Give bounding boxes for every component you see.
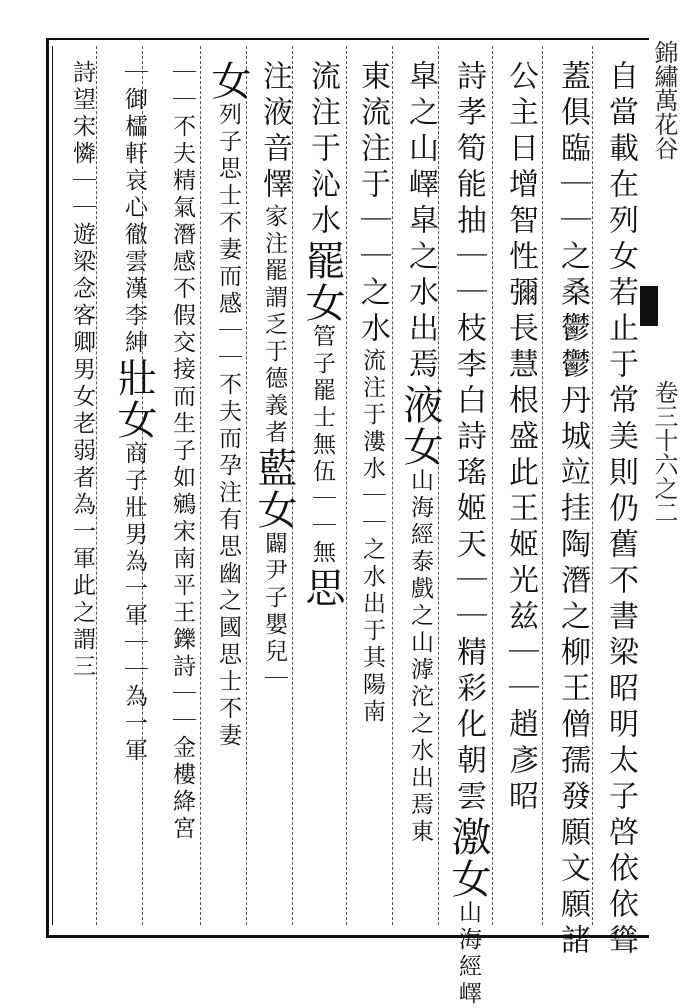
column-annotation: 列子思士不妻而感｜｜不夫而孕注有思幽之國思士不妻 — [215, 102, 241, 750]
fishtail-mark — [640, 286, 658, 326]
column-annotation: 山海經泰戲之山滹沱之水出焉東 — [407, 468, 433, 846]
column-rule — [492, 46, 493, 925]
column-text: 公主日增智性彌長慧根盛此王姬光兹｜｜趙彥昭 — [503, 60, 538, 816]
text-column-11 — [112, 60, 156, 920]
column-annotation: ｜御櫺軒哀心徹雲漢李紳 — [121, 60, 147, 357]
column-annotation: 家注罷謂乏于德義者 — [261, 204, 287, 447]
column-text: 東流注于｜｜之水 — [355, 60, 390, 348]
column-annotation: ｜｜不夫精氣潛感不假交接而生子如鵷宋南平王鑠詩｜｜金樓絳宮 — [169, 60, 195, 843]
column-text: 自當載在列女若止于常美則仍舊不書梁昭明太子啓依依聳 — [603, 60, 638, 960]
column-text: 流注于沁水 — [305, 60, 340, 240]
text-column-1 — [598, 60, 642, 960]
entry-heading: 藍女 — [251, 447, 297, 531]
margin-book-title: 錦繡萬花谷 — [650, 40, 678, 160]
text-column-4 — [445, 60, 491, 1008]
text-column-12 — [60, 60, 104, 920]
text-column-8 — [252, 60, 296, 920]
column-annotation: 山海經嶧 — [455, 900, 481, 1008]
entry-heading: 液女 — [397, 384, 443, 468]
entry-heading: 女 — [205, 60, 251, 102]
text-column-6 — [350, 60, 394, 920]
margin-section-label: 卷三十六之二 — [650, 380, 678, 524]
entry-heading: 壯女 — [111, 357, 157, 441]
column-annotation: 管子罷士無伍｜｜無 — [309, 324, 335, 567]
column-text: 蓋俱臨｜｜之桑鬱鬱丹城竝挂陶潛之柳王僧孺發願文願諸 — [555, 60, 590, 960]
column-rule — [346, 46, 347, 925]
text-column-10 — [160, 60, 204, 920]
column-text: 皐之山嶧皐之水出焉 — [403, 60, 438, 384]
column-annotation: 商子壯男為一軍｜｜為一軍 — [121, 441, 147, 765]
text-column-9 — [206, 60, 250, 920]
entry-heading: 思 — [299, 567, 345, 609]
text-column-7 — [300, 60, 344, 920]
entry-heading: 罷女 — [299, 240, 345, 324]
text-column-2 — [550, 60, 594, 960]
column-annotation: 詩望宋憐｜｜遊梁念客卿 — [69, 60, 95, 357]
column-text: 注液音懌 — [257, 60, 292, 204]
entry-heading: 激女 — [445, 816, 491, 900]
column-rule — [542, 46, 543, 925]
text-column-3 — [498, 60, 542, 920]
column-text: 詩孝筍能抽｜｜枝李白詩瑤姬天｜｜精彩化朝雲 — [451, 60, 486, 816]
column-annotation: 流注于漊水｜｜之水出于其陽南 — [359, 348, 385, 726]
column-annotation: 男女老弱者為一軍此之謂三 — [69, 357, 95, 681]
column-annotation: 闢尹子嬰兒｜ — [261, 531, 287, 693]
text-column-5 — [398, 60, 442, 920]
